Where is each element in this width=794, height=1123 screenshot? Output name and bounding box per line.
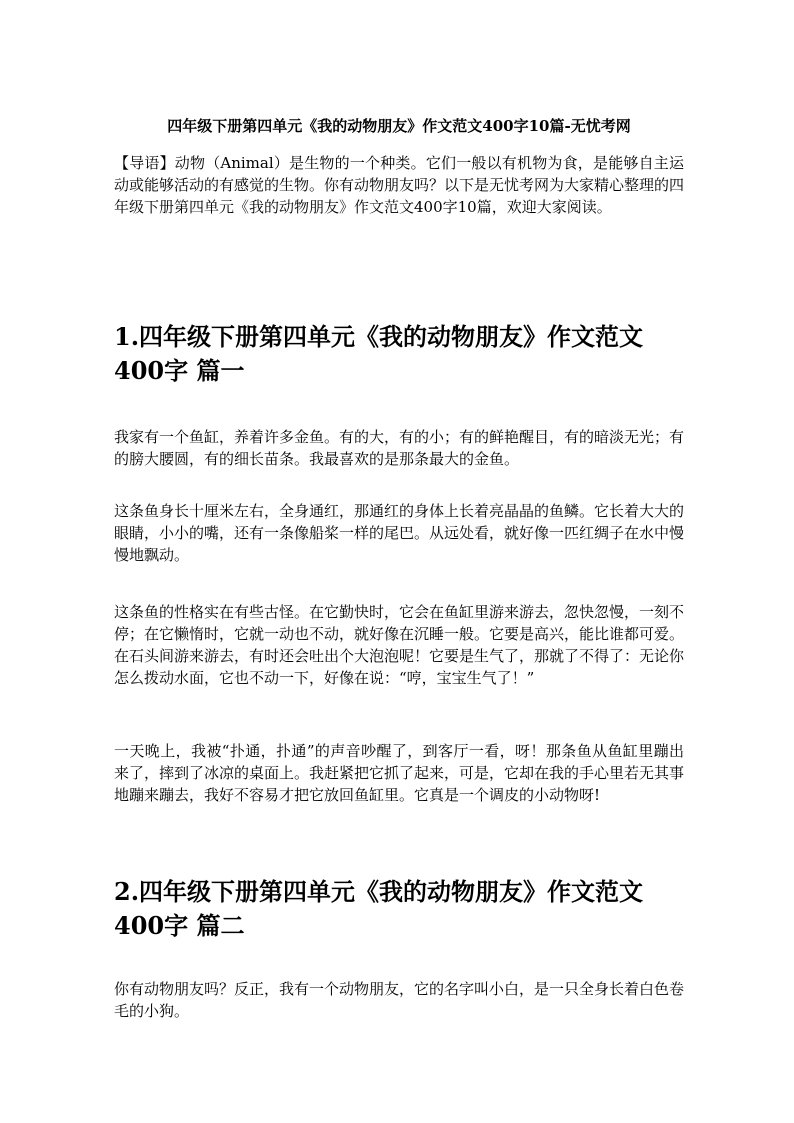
section-heading-2: 2.四年级下册第四单元《我的动物朋友》作文范文400字 篇二 — [114, 877, 644, 940]
section-1-paragraph-4: 一天晚上，我被“扑通，扑通”的声音吵醒了，到客厅一看，呀！那条鱼从鱼缸里蹦出来了，摔到了冰凉的桌面上。我赶紧把它抓了起来，可是，它却在我的手心里若无其事地蹦来蹦去，我好不容易才把它放回鱼缸里。它真是一个调皮的小动物呀! — [114, 742, 685, 804]
section-2-paragraph-1: 你有动物朋友吗？反正，我有一个动物朋友，它的名字叫小白，是一只全身长着白色卷毛的小狗。 — [114, 980, 685, 1020]
section-1-paragraph-2: 这条鱼身长十厘米左右，全身通红，那通红的身体上长着亮晶晶的鱼鳞。它长着大大的眼睛，小小的嘴，还有一条像船桨一样的尾巴。从远处看，就好像一匹红绸子在水中慢慢地飘动。 — [114, 502, 685, 564]
intro-paragraph: 【导语】动物（Animal）是生物的一个种类。它们一般以有机物为食，是能够自主运动或能够活动的有感觉的生物。你有动物朋友吗？以下是无忧考网为大家精心整理的四年级下册第四单元《我的动物朋友》作文范文400字10篇，欢迎大家阅读。 — [114, 154, 685, 216]
section-heading-1: 1.四年级下册第四单元《我的动物朋友》作文范文400字 篇一 — [114, 322, 644, 385]
section-1-paragraph-3: 这条鱼的性格实在有些古怪。在它勤快时，它会在鱼缸里游来游去，忽快忽慢，一刻不停；在它懒惰时，它就一动也不动，就好像在沉睡一般。它要是高兴，能比谁都可爱。在石头间游来游去，有时还会吐出个大泡泡呢！它要是生气了，那就了不得了：无论你怎么拨动水面，它也不动一下，好像在说：“哼，宝宝生气了！” — [114, 603, 685, 687]
section-1-paragraph-1: 我家有一个鱼缸，养着许多金鱼。有的大，有的小；有的鲜艳醒目，有的暗淡无光；有的膀大腰圆，有的细长苗条。我最喜欢的是那条最大的金鱼。 — [114, 428, 685, 468]
document-title: 四年级下册第四单元《我的动物朋友》作文范文400字10篇-无忧考网 — [167, 117, 631, 135]
